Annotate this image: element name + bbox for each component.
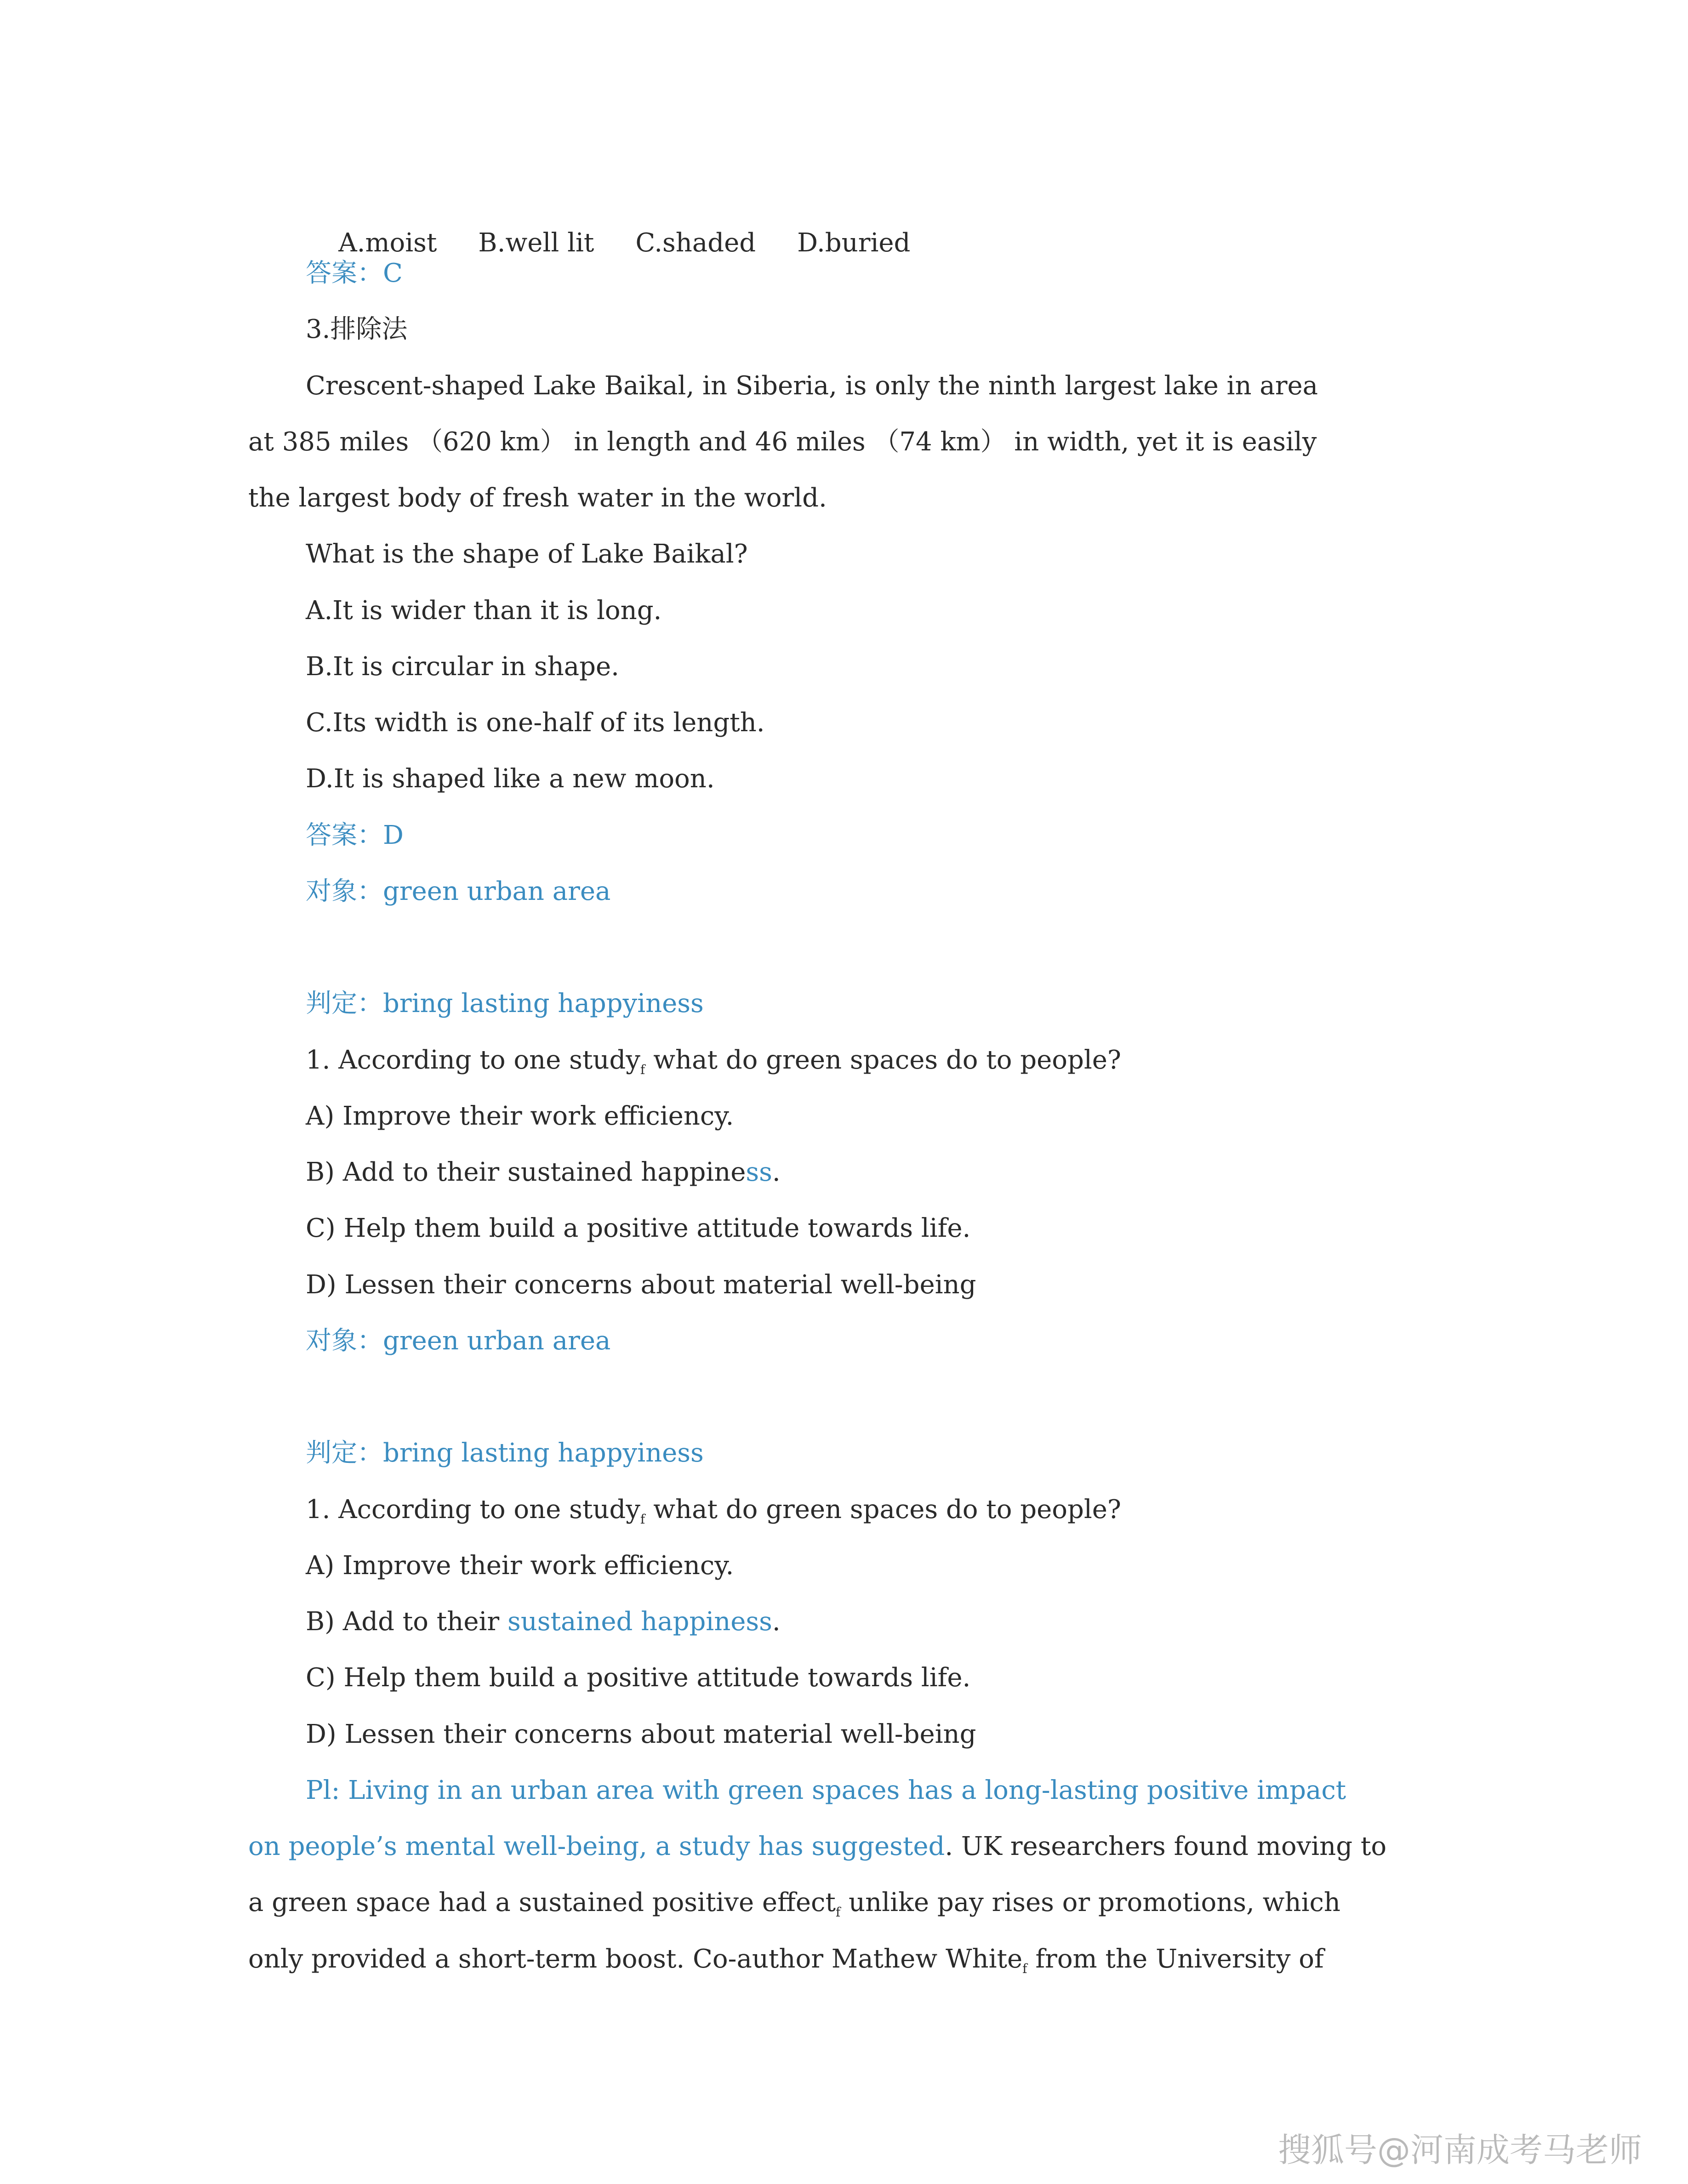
passage-line-2: at 385 miles （620 km） in length and 46 miles （74 km） in width, yet it is easily xyxy=(248,427,1317,457)
section-heading: 3.排除法 xyxy=(306,314,408,344)
object-label: 对象：green urban area xyxy=(306,1326,611,1356)
paragraph-line-4: only provided a short-term boost. Co-author Mathew White$_f$ from the University of xyxy=(248,1944,1324,1977)
choice-a: A.It is wider than it is long. xyxy=(306,596,662,626)
choice-c: C.Its width is one-half of its length. xyxy=(306,708,765,738)
choice-c: C) Help them build a positive attitude towards life. xyxy=(306,1213,971,1243)
judgment-label: 判定：bring lasting happyiness xyxy=(306,989,704,1018)
choice-c: C) Help them build a positive attitude towards life. xyxy=(306,1663,971,1693)
option-a: A.moist xyxy=(338,228,437,258)
option-d: D.buried xyxy=(797,228,911,258)
watermark: 搜狐号@河南成考马老师 xyxy=(1277,2131,1642,2169)
answer-label: 答案：C xyxy=(306,258,403,288)
passage-line-3: the largest body of fresh water in the world. xyxy=(248,483,827,513)
question-text: 1. According to one study$_f$ what do green spaces do to people? xyxy=(306,1045,1121,1078)
paragraph-line-2: on people’s mental well-being, a study has suggested. UK researchers found moving to xyxy=(248,1831,1387,1861)
passage-line-1: Crescent-shaped Lake Baikal, in Siberia, is only the ninth largest lake in area xyxy=(306,371,1318,401)
option-c: C.shaded xyxy=(635,228,756,258)
choice-d: D) Lessen their concerns about material well-being xyxy=(306,1270,976,1300)
choice-b: B) Add to their sustained happiness. xyxy=(306,1607,781,1637)
judgment-label: 判定：bring lasting happyiness xyxy=(306,1438,704,1468)
choice-d: D.It is shaped like a new moon. xyxy=(306,764,715,794)
question-text: What is the shape of Lake Baikal? xyxy=(306,539,748,569)
choice-d: D) Lessen their concerns about material well-being xyxy=(306,1719,976,1749)
choice-b: B.It is circular in shape. xyxy=(306,652,619,682)
question-text: 1. According to one study$_f$ what do green spaces do to people? xyxy=(306,1495,1121,1527)
paragraph-line-1: Pl: Living in an urban area with green spaces has a long-lasting positive impact xyxy=(306,1775,1346,1805)
answer-label: 答案：D xyxy=(306,820,404,850)
choice-a: A) Improve their work efficiency. xyxy=(306,1551,734,1581)
option-b: B.well lit xyxy=(478,228,594,258)
paragraph-line-3: a green space had a sustained positive effect$_f$ unlike pay rises or promotions, which xyxy=(248,1888,1340,1920)
choice-a: A) Improve their work efficiency. xyxy=(306,1101,734,1131)
choice-b: B) Add to their sustained happiness. xyxy=(306,1157,781,1187)
object-label: 对象：green urban area xyxy=(306,876,611,906)
